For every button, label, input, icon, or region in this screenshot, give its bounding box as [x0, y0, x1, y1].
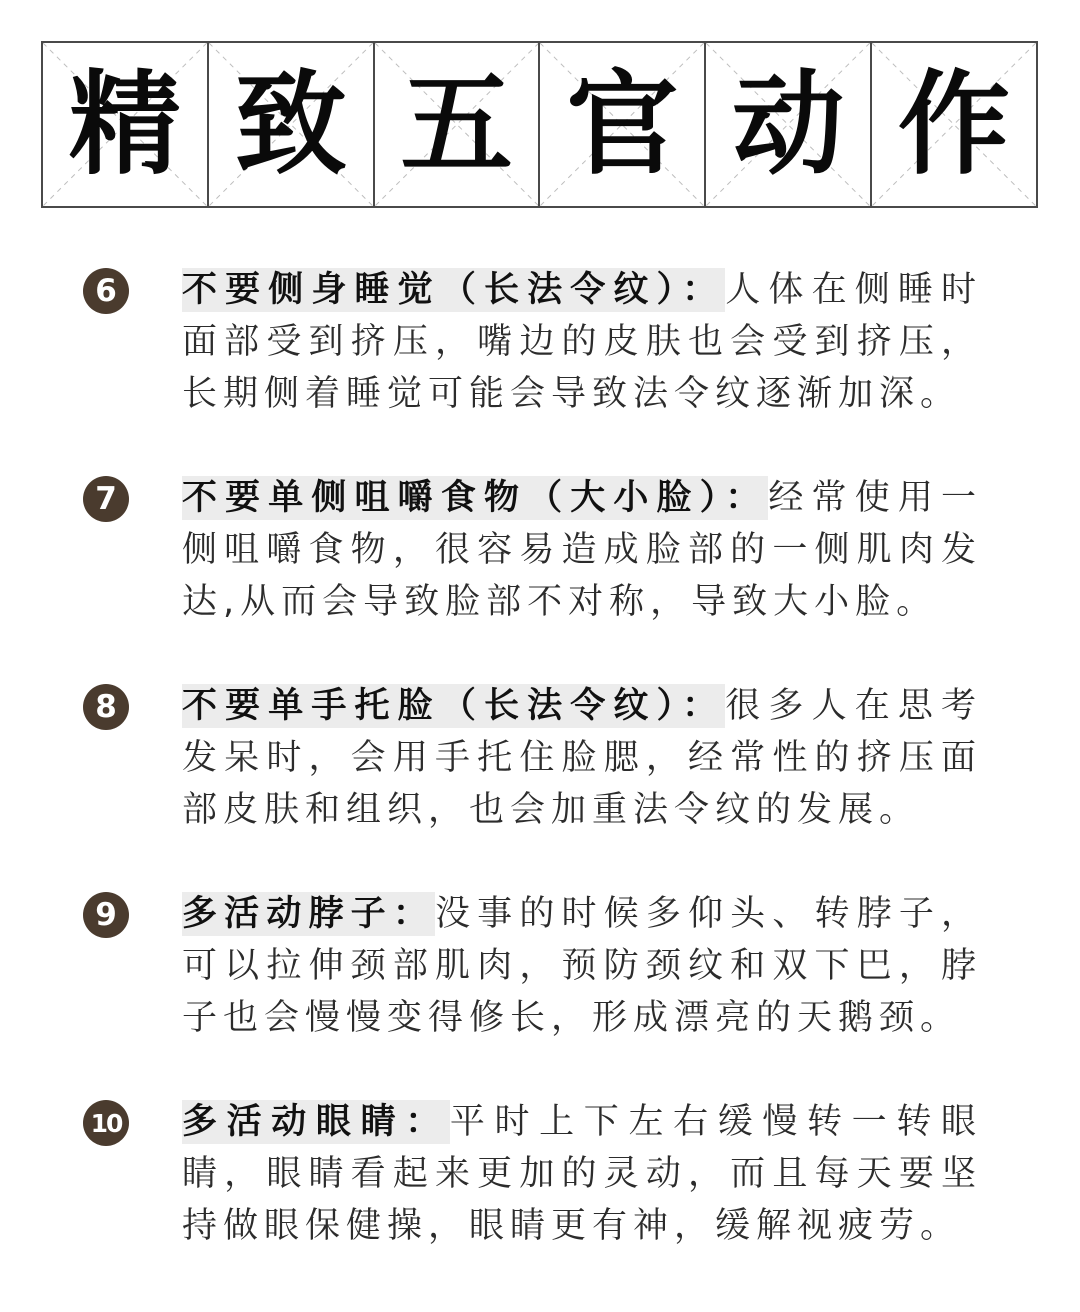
tip-text	[182, 1096, 982, 1252]
title-cell	[41, 41, 208, 208]
tip-body: 经常使用一侧咀嚼食物，很容易造成脸部的一侧肌肉发达,从而会导致脸部不对称，导致大小脸。	[182, 478, 982, 622]
tip-text	[182, 472, 982, 628]
number-badge: 7	[83, 476, 129, 522]
title-cell	[208, 41, 374, 208]
title-char: 官	[566, 59, 679, 190]
tip-heading: 不要侧身睡觉（长法令纹）：	[182, 270, 726, 310]
title-char: 作	[898, 59, 1011, 190]
tip-heading: 多活动脖子：	[182, 894, 435, 934]
title-char: 五	[400, 59, 513, 190]
number-badge: 10	[83, 1100, 129, 1146]
tip-heading: 不要单手托脸（长法令纹）：	[182, 686, 726, 726]
title-cell	[374, 41, 540, 208]
title-char: 致	[234, 59, 347, 190]
number-badge: 6	[83, 268, 129, 314]
tip-heading: 不要单侧咀嚼食物（大小脸）：	[182, 478, 769, 518]
tip-heading: 多活动眼睛：	[182, 1102, 450, 1142]
number-badge: 8	[83, 684, 129, 730]
title-char: 动	[732, 59, 845, 190]
title-cell	[871, 41, 1038, 208]
tip-text	[182, 888, 982, 1044]
title-cell	[705, 41, 871, 208]
tip-body: 人体在侧睡时面部受到挤压，嘴边的皮肤也会受到挤压，长期侧着睡觉可能会导致法令纹逐渐加深。	[182, 270, 982, 414]
tip-text	[182, 680, 982, 836]
title-char: 精	[68, 59, 181, 190]
tip-body: 很多人在思考发呆时，会用手托住脸腮，经常性的挤压面部皮肤和组织，也会加重法令纹的发展。	[182, 686, 982, 830]
tip-body: 平时上下左右缓慢转一转眼睛，眼睛看起来更加的灵动，而且每天要坚持做眼保健操，眼睛更有神，缓解视疲劳。	[182, 1102, 982, 1246]
number-badge: 9	[83, 892, 129, 938]
title-grid	[41, 41, 1038, 208]
title-cell	[539, 41, 705, 208]
tip-text	[182, 264, 982, 420]
tip-body: 没事的时候多仰头、转脖子，可以拉伸颈部肌肉，预防颈纹和双下巴，脖子也会慢慢变得修长，形成漂亮的天鹅颈。	[182, 894, 982, 1038]
